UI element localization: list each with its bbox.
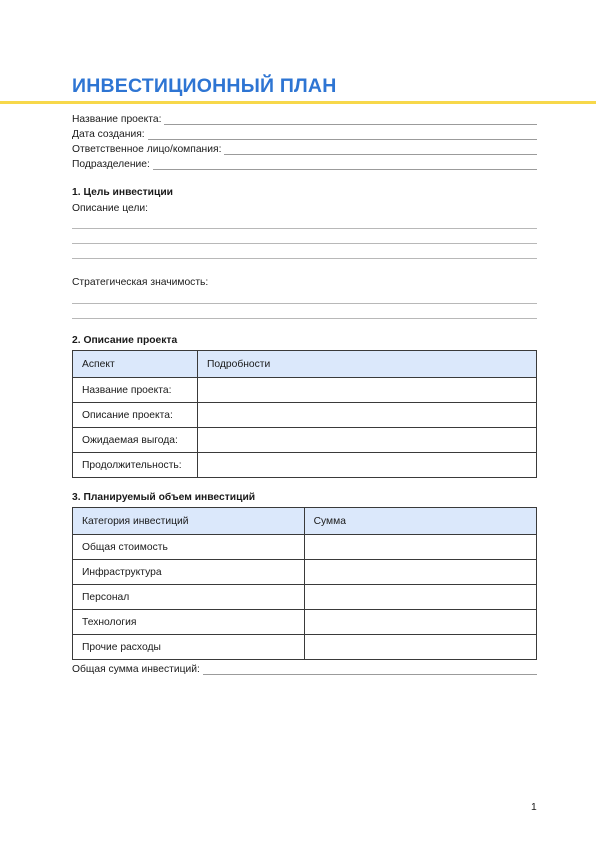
table-header-row	[73, 508, 537, 535]
row-label: Инфраструктура	[73, 560, 305, 585]
row-label: Общая стоимость	[73, 535, 305, 560]
details-cell[interactable]	[197, 378, 536, 403]
strategic-label: Стратегическая значимость:	[72, 277, 209, 288]
project-name-field[interactable]	[72, 112, 537, 126]
column-header-category: Категория инвестиций	[73, 508, 305, 535]
amount-cell[interactable]	[304, 635, 536, 660]
row-label: Название проекта:	[73, 378, 198, 403]
strategic-line[interactable]	[72, 303, 537, 304]
created-date-line[interactable]	[148, 139, 537, 140]
row-label: Прочие расходы	[73, 635, 305, 660]
goal-line[interactable]	[72, 258, 537, 259]
project-description-table	[72, 350, 537, 478]
total-investment-line[interactable]	[203, 674, 537, 675]
page-number: 1	[531, 802, 537, 813]
table-row	[73, 610, 537, 635]
amount-cell[interactable]	[304, 560, 536, 585]
column-header-aspect: Аспект	[73, 351, 198, 378]
section3-heading: 3. Планируемый объем инвестиций	[72, 492, 256, 503]
goal-line[interactable]	[72, 243, 537, 244]
amount-cell[interactable]	[304, 610, 536, 635]
strategic-line[interactable]	[72, 318, 537, 319]
table-row	[73, 428, 537, 453]
page-title: ИНВЕСТИЦИОННЫЙ ПЛАН	[72, 75, 337, 97]
department-line[interactable]	[153, 169, 537, 170]
table-row	[73, 635, 537, 660]
responsible-line[interactable]	[224, 154, 537, 155]
section2-heading: 2. Описание проекта	[72, 335, 178, 346]
project-name-line[interactable]	[164, 124, 537, 125]
details-cell[interactable]	[197, 428, 536, 453]
title-underline	[0, 101, 596, 104]
row-label: Продолжительность:	[73, 453, 198, 478]
table-row	[73, 560, 537, 585]
table-row	[73, 585, 537, 610]
amount-cell[interactable]	[304, 585, 536, 610]
row-label: Ожидаемая выгода:	[73, 428, 198, 453]
amount-cell[interactable]	[304, 535, 536, 560]
created-date-field[interactable]	[72, 127, 537, 141]
table-row	[73, 403, 537, 428]
investment-volume-table	[72, 507, 537, 660]
table-row	[73, 378, 537, 403]
responsible-field[interactable]	[72, 142, 537, 156]
total-investment-field[interactable]	[72, 662, 537, 676]
department-label: Подразделение:	[72, 159, 150, 170]
row-label: Персонал	[73, 585, 305, 610]
column-header-details: Подробности	[197, 351, 536, 378]
project-name-label: Название проекта:	[72, 114, 162, 125]
goal-line[interactable]	[72, 228, 537, 229]
goal-label: Описание цели:	[72, 203, 149, 214]
section1-heading: 1. Цель инвестиции	[72, 187, 173, 198]
table-row	[73, 535, 537, 560]
total-investment-label: Общая сумма инвестиций:	[72, 664, 200, 675]
column-header-amount: Сумма	[304, 508, 536, 535]
row-label: Технология	[73, 610, 305, 635]
table-header-row	[73, 351, 537, 378]
responsible-label: Ответственное лицо/компания:	[72, 144, 222, 155]
table-row	[73, 453, 537, 478]
details-cell[interactable]	[197, 403, 536, 428]
department-field[interactable]	[72, 157, 537, 171]
details-cell[interactable]	[197, 453, 536, 478]
created-date-label: Дата создания:	[72, 129, 145, 140]
row-label: Описание проекта:	[73, 403, 198, 428]
